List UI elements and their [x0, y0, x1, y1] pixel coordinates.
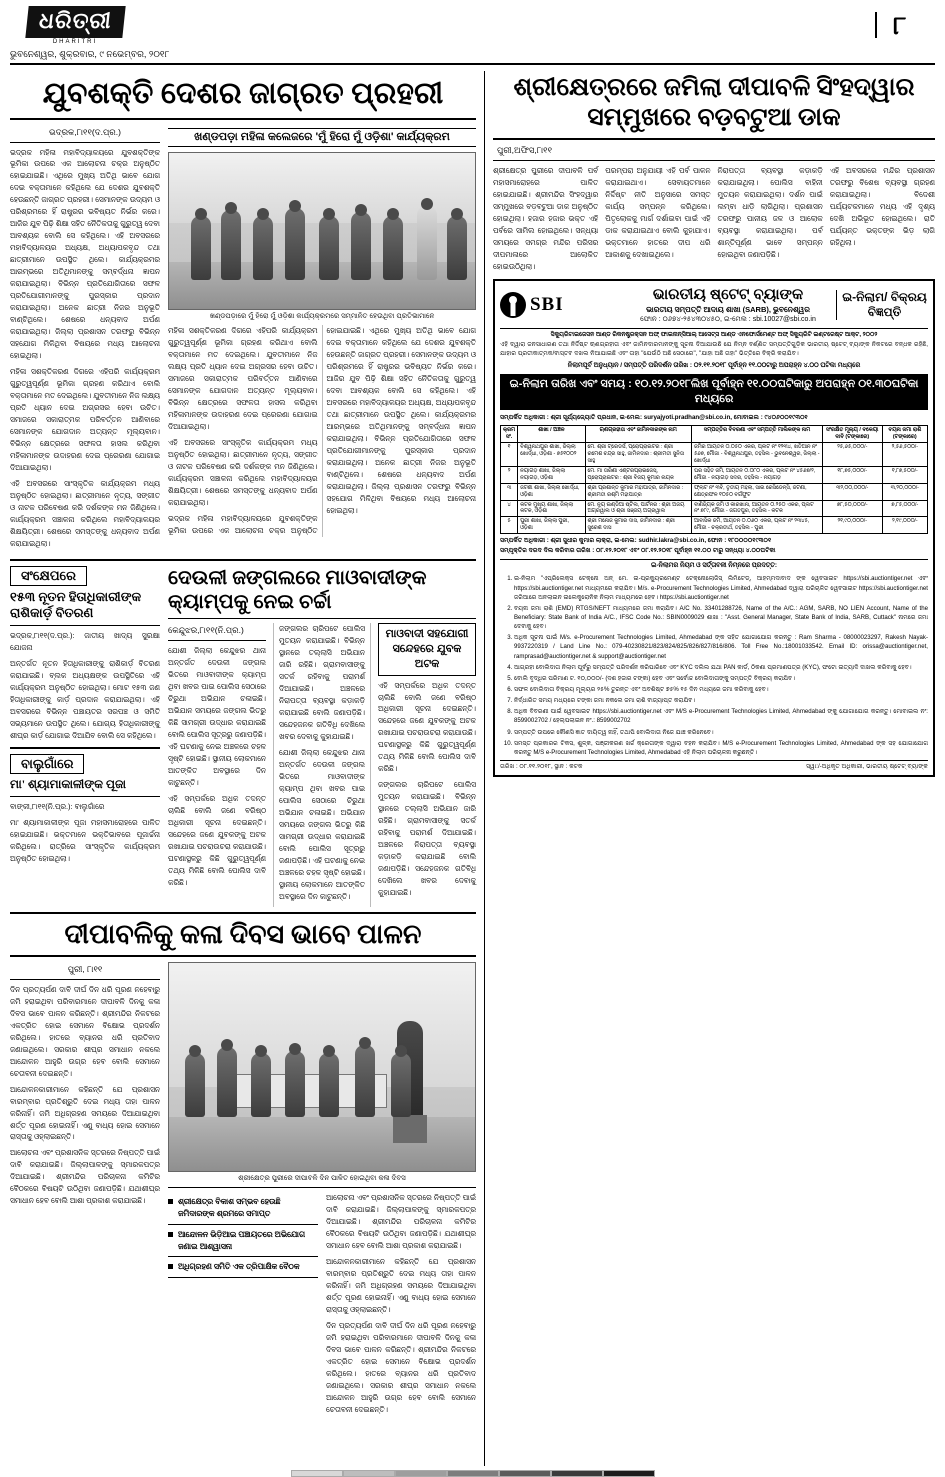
diwali-headline: ଦୀପାବଳିକୁ କଳା ଦିବସ ଭାବେ ପାଳନ: [64, 918, 422, 949]
diwali-bullets: [168, 1192, 318, 1420]
cell-emd: ୨,୧୯,୦୦୦/-: [882, 517, 927, 534]
logo-subtext: DHARITRI: [52, 39, 98, 45]
paragraph: ଭଦ୍ରକ ମହିଳା ମହାବିଦ୍ୟାଳୟରେ ଯୁବଶକ୍ତିଙ୍କ ଭୂମିକା ଉପରେ ଏକ ଆଲୋଚନା ଚକ୍ର ଅନୁଷ୍ଠିତ ହୋଇଯାଇଛି। ଏଥିରେ ମୁଖ୍ୟ ଅତିଥି ଭାବେ ଯୋଗ ଦେଇ ବକ୍ତାମାନେ କହିଥିଲେ ଯେ ଦେଶର ଯୁବଶକ୍ତି ହେଉଛନ୍ତି ଜାଗ୍ରତ ପ୍ରହରୀ। ସେମାନଙ୍କ ଉଦ୍ୟମ ଓ ପରିଶ୍ରମରେ ହିଁ ରାଷ୍ଟ୍ରର ଭବିଷ୍ୟତ ନିର୍ଭର କରେ। ଆଜିର ଯୁବ ପିଢ଼ି ଶିକ୍ଷା ସହିତ ନୈତିକତାକୁ ଗୁରୁତ୍ୱ ଦେବା ଆବଶ୍ୟକ ବୋଲି ସେ କହିଥିଲେ। ଏହି ଅବସରରେ ମହାବିଦ୍ୟାଳୟର ଅଧ୍ୟକ୍ଷ, ଅଧ୍ୟାପକବୃନ୍ଦ ତଥା ଛାତ୍ରୀମାନେ ଉପସ୍ଥିତ ଥିଲେ। କାର୍ଯ୍ୟକ୍ରମର ଆରମ୍ଭରେ ଅତିଥିମାନଙ୍କୁ ସମ୍ବର୍ଦ୍ଧନା ଜ୍ଞାପନ କରାଯାଇଥିଲା। ବିଭିନ୍ନ ପ୍ରତିଯୋଗିତାରେ ସଫଳ ପ୍ରତିଯୋଗୀମାନଙ୍କୁ ପୁରସ୍କାର ପ୍ରଦାନ କରାଯାଇଥିଲା। ଅନେକ ଛାତ୍ରୀ ନିଜର ଅନୁଭୂତି ବାଣ୍ଟିଥିଲେ। ଶେଷରେ ଧନ୍ୟବାଦ ଅର୍ପଣ କରାଯାଇଥିଲା। ଜିଲ୍ଲା ପ୍ରଶାସନ ତରଫରୁ ବିଭିନ୍ନ ସହଯୋଗ ମିଳିଥିବା ବିଷୟରେ ମଧ୍ୟ ଆଲୋଚନା ହୋଇଥିଲା।: [168, 326, 476, 536]
color-patch: [395, 1470, 447, 1477]
balugaon-headline: ମା' ଶ୍ୟାମାକାଳୀଙ୍କ ପୂଜା: [10, 777, 127, 792]
list-item: ଅଧିଗ୍ରହଣ ସମିତି ଏକ ତ୍ରିପାକ୍ଷିକ ବୈଠକ: [168, 1257, 318, 1278]
deuli-byline: କେନ୍ଦୁଝର,୮ା୧୧(ନି.ପ୍ର.): [168, 624, 244, 635]
term-item: 9. ସମ୍ପତ୍ତି ଉପରେ କୌଣସି ଜ୍ଞାତ ଦାୟିତ୍ୱ ନାହିଁ, ତଥାପି ବୋଲିଦାତା ନିଜେ ଯାଞ୍ଚ କରିନେବେ।: [514, 728, 928, 737]
paragraph: ନିରାପତ୍ତା ବ୍ୟବସ୍ଥା କଡ଼ାକଡ଼ି କରାଯାଇଥିଲା। ପୋଲିସ ବାହିନୀ ମୁତୟନ କରାଯାଇଥିଲା। ଦର୍ଶନ ପାଇଁ ଲମ୍ବା ଧାଡ଼ି ଲାଗିଥିଲା। ପ୍ରଶାସନ ତରଫରୁ ପାନୀୟ ଜଳ ଓ ଆଲୋକ ବ୍ୟବସ୍ଥା କରାଯାଇଥିଲା। ପର୍ବ ଶାନ୍ତିପୂର୍ଣ୍ଣ ଭାବେ ସମ୍ପନ୍ନ ହୋଇଥିବା ଜଣାପଡ଼ିଛି।: [717, 166, 823, 259]
sbi-keyhole-icon: [500, 292, 526, 318]
right-lead-byline: ପୁରୀ,ଅଫିସ,୮ା୧୧: [496, 145, 553, 155]
diwali-content: [10, 962, 476, 1421]
masthead-left: [10, 6, 169, 60]
diwali-body: [10, 984, 160, 1208]
color-patch: [447, 1470, 499, 1477]
cell-borrower: ମେ. ମା ତାରିଣୀ ଏଣ୍ଟରପ୍ରାଇଜେସ୍, ପ୍ରୋପ୍ରାଇଟର : ଶ୍ରୀ ବିଜୟ କୁମାର ନାୟକ: [585, 467, 691, 484]
lead-photo: [168, 152, 476, 310]
ad-header: [500, 285, 928, 329]
deuli-col1: [168, 623, 266, 907]
logo-text: ଧରିତ୍ରୀ: [25, 6, 125, 38]
sbi-logo: [500, 292, 620, 318]
color-patch: [291, 1470, 343, 1477]
paragraph: ମା' ଶ୍ୟାମାକାଳୀଙ୍କ ପୂଜା ମହାସମାରୋହରେ ପାଳିତ ହୋଇଯାଇଛି। ଭକ୍ତମାନେ ଭକ୍ତିଭାବରେ ପୂଜାର୍ଚ୍ଚନା କରିଥିଲେ। ରାତ୍ରିରେ ସାଂସ୍କୃତିକ କାର୍ଯ୍ୟକ୍ରମ ଅନୁଷ୍ଠିତ ହୋଇଥିଲା।: [10, 818, 160, 864]
page-number: ୮: [875, 12, 935, 38]
lead-body: [10, 147, 160, 550]
col-property: ସମ୍ପତ୍ତିର ବିବରଣୀ ଏବଂ ସମ୍ପତ୍ତି ମାଲିକଙ୍କ ନାମ: [691, 426, 822, 443]
cell-reserve: ୨୧,୯୦,୦୦୦/-: [822, 517, 882, 534]
list-item: ଆନ୍ଦୋଳନ ଭିଡ଼ିଆଇ ପଞ୍ଚାୟତରେ ଅଭିଯୋଗ ଜଣାଇ ଆଶ୍ୱାସନା: [168, 1225, 318, 1257]
term-item: 1. ଇ-ନିଲାମ "ଏପ୍ରିଲେକ୍ସ ଟେକ୍ନୋ ଅନ୍ ମେ. ଇ-ପ୍ରକ୍ୟୁରମେଣ୍ଟ ଟେକ୍ନୋଲୋଜିସ୍ ଲିମିଟେଡ୍, ଆହମ୍ମଦାବାଦ ଙ୍କ ୱେବସାଇଟ https://sbi.auctiontiger.net ଏବଂ https://sbi.auctiontiger.net ମାଧ୍ୟମରେ କରାଯିବ। M/s. e-Procurement Technologies Limited, Ahmedabad ଦ୍ୱାରା ପରିଚାଳିତ ୱେବସାଇଟ https://sbi.auctiontiger.net ଜରିଆରେ ଅନଲାଇନ ଇଲେକ୍ଟ୍ରୋନିକ ନିଲାମ ମାଧ୍ୟମରେ ହେବ। https://sbi.auctiontiger.net: [514, 574, 928, 601]
diwali-side-text: [326, 1192, 476, 1420]
table-row: [500, 443, 927, 467]
cell-emd: ୧,୮୭,୫୦୦/-: [882, 467, 927, 484]
term-item: 10. ସମସ୍ତ ପ୍ରକାରର ଟିକସ, ଶୁଳ୍କ, ପଞ୍ଜୀକରଣ ଖର୍ଚ୍ଚ କ୍ରେତାଙ୍କ ଦ୍ୱାରା ବହନ କରାଯିବ। M/S e-Procurement Technologies Limited, Ahmedabad ଙ୍କ ସହ ଯୋଗାଯୋଗ କରନ୍ତୁ M/S e-Procurement Technologies Limited, Ahmedabad ଏହି ନିଲାମ ପରିଚାଳନା କରୁଛନ୍ତି।: [514, 739, 928, 757]
ad-terms-list: [500, 574, 928, 757]
cell-borrower: ମେ. ନ୍ୟୁ ଇଣ୍ଡିଆ ଷ୍ଟିଲ, ପାର୍ଟନର : ଶ୍ରୀ ଅଜୟ ଅଗ୍ରୱାଲ ଓ ଶ୍ରୀ ସଞ୍ଜୟ ଅଗ୍ରୱାଲ: [585, 500, 691, 517]
ad-terms-heading: ଇ-ନିଲାମର ନିୟମ ଓ ସର୍ତ୍ତାବଳୀ ନିମ୍ନରେ ପ୍ରଦତ୍ତ:: [500, 559, 928, 571]
color-patch: [499, 1470, 551, 1477]
rule: [493, 138, 935, 140]
cell-borrower: ଶ୍ରୀ ମନୋଜ କୁମାର ଦାସ, ଜାମିନଦାର : ଶ୍ରୀ ସୁରେଶ ଦାସ: [585, 517, 691, 534]
diwali-photo-col: [168, 962, 476, 1421]
cell-branch: କଟକ ମୁଖ୍ୟ ଶାଖା, ଜିଲ୍ଲା କଟକ, ଓଡ଼ିଶା: [518, 500, 585, 517]
term-item: 6. ସଫଳ ବୋଲିଦାତା ବିକ୍ରୟ ମୂଲ୍ୟର ୨୫% ତୁରନ୍ତ ଏବଂ ଅବଶିଷ୍ଟ ୭୫% ୧୫ ଦିନ ମଧ୍ୟରେ ଜମା କରିବାକୁ ହେବ।: [514, 685, 928, 694]
term-item: 4. ଆଗ୍ରହୀ ବୋଲିଦାତା ନିଲାମ ପୂର୍ବରୁ ସମ୍ପତ୍ତି ପରିଦର୍ଶନ କରିପାରିବେ ଏବଂ KYC ଦଲିଲ ଯଥା PAN କାର୍ଡ଼, ଠିକଣା ପ୍ରମାଣପତ୍ର (KYC), ଫଟୋ ଇତ୍ୟାଦି ଦାଖଲ କରିବାକୁ ହେବ।: [514, 663, 928, 672]
paragraph: ଭଦ୍ରକ ମହିଳା ମହାବିଦ୍ୟାଳୟରେ ଯୁବଶକ୍ତିଙ୍କ ଭୂମିକା ଉପରେ ଏକ ଆଲୋଚନା ଚକ୍ର ଅନୁଷ୍ଠିତ ହୋଇଯାଇଛି। ଏଥିରେ ମୁଖ୍ୟ ଅତିଥି ଭାବେ ଯୋଗ ଦେଇ ବକ୍ତାମାନେ କହିଥିଲେ ଯେ ଦେଶର ଯୁବଶକ୍ତି ହେଉଛନ୍ତି ଜାଗ୍ରତ ପ୍ରହରୀ। ସେମାନଙ୍କ ଉଦ୍ୟମ ଓ ପରିଶ୍ରମରେ ହିଁ ରାଷ୍ଟ୍ରର ଭବିଷ୍ୟତ ନିର୍ଭର କରେ। ଆଜିର ଯୁବ ପିଢ଼ି ଶିକ୍ଷା ସହିତ ନୈତିକତାକୁ ଗୁରୁତ୍ୱ ଦେବା ଆବଶ୍ୟକ ବୋଲି ସେ କହିଥିଲେ। ଏହି ଅବସରରେ ମହାବିଦ୍ୟାଳୟର ଅଧ୍ୟକ୍ଷ, ଅଧ୍ୟାପକବୃନ୍ଦ ତଥା ଛାତ୍ରୀମାନେ ଉପସ୍ଥିତ ଥିଲେ। କାର୍ଯ୍ୟକ୍ରମର ଆରମ୍ଭରେ ଅତିଥିମାନଙ୍କୁ ସମ୍ବର୍ଦ୍ଧନା ଜ୍ଞାପନ କରାଯାଇଥିଲା। ବିଭିନ୍ନ ପ୍ରତିଯୋଗିତାରେ ସଫଳ ପ୍ରତିଯୋଗୀମାନଙ୍କୁ ପୁରସ୍କାର ପ୍ରଦାନ କରାଯାଇଥିଲା। ଅନେକ ଛାତ୍ରୀ ନିଜର ଅନୁଭୂତି ବାଣ୍ଟିଥିଲେ। ଶେଷରେ ଧନ୍ୟବାଦ ଅର୍ପଣ କରାଯାଇଥିଲା। ଜିଲ୍ଲା ପ୍ରଶାସନ ତରଫରୁ ବିଭିନ୍ନ ସହଯୋଗ ମିଳିଥିବା ବିଷୟରେ ମଧ୍ୟ ଆଲୋଚନା ହୋଇଥିଲା।: [10, 147, 160, 361]
paragraph: ଏହି ଅବସରରେ ସାଂସ୍କୃତିକ କାର୍ଯ୍ୟକ୍ରମ ମଧ୍ୟ ଅନୁଷ୍ଠିତ ହୋଇଥିଲା। ଛାତ୍ରୀମାନେ ନୃତ୍ୟ, ସଙ୍ଗୀତ ଓ ନାଟକ ପରିବେଷଣ କରି ଦର୍ଶକଙ୍କ ମନ ଜିଣିଥିଲେ। କାର୍ଯ୍ୟକ୍ରମ ସଞ୍ଚାଳନା କରିଥିଲେ ମହାବିଦ୍ୟାଳୟର ଶିକ୍ଷୟିତ୍ରୀ। ଶେଷରେ ସମସ୍ତଙ୍କୁ ଧନ୍ୟବାଦ ଅର୍ପଣ କରାଯାଇଥିଲା।: [10, 479, 160, 548]
ad-footer-right: ସ୍ୱା:/-ଅଧିକୃତ ଅଧିକାରୀ, ଭାରତୀୟ ଷ୍ଟେଟ୍ ବ୍ୟାଙ୍କ: [806, 762, 928, 770]
diwali-block: [10, 919, 476, 1421]
sankhepare-headline: ୧୫୩ ନୂତନ ହିତାଧିକାରୀଙ୍କ ରାଶିକାର୍ଡ଼ ବିତରଣ: [10, 588, 142, 621]
sbi-wordmark: SBI: [529, 293, 564, 315]
cell-emd: ୩,୨୦,୦୦୦/-: [882, 483, 927, 500]
ad-footer: [500, 760, 928, 771]
vertical-divider: [484, 71, 485, 1466]
paragraph: ଜଙ୍ଗଲର ଚାରିପଟେ ପୋଲିସ ମୁତୟନ କରାଯାଇଛି। ବିଭିନ୍ନ ସ୍ଥାନରେ ତଲ୍ଲାସି ଅଭିଯାନ ଜାରି ରହିଛି। ଗ୍ରାମବାସୀଙ୍କୁ ସତର୍କ ରହିବାକୁ ପରାମର୍ଶ ଦିଆଯାଇଛି। ଅଞ୍ଚଳରେ ନିରାପତ୍ତା ବ୍ୟବସ୍ଥା କଡ଼ାକଡ଼ି କରାଯାଇଛି ବୋଲି ଜଣାପଡ଼ିଛି। ସନ୍ଦେହଜନକ ଗତିବିଧି ଦେଖିଲେ ଖବର ଦେବାକୁ କୁହାଯାଇଛି।: [279, 623, 365, 741]
cell-branch: ଜଟଣୀ ଶାଖା, ଜିଲ୍ଲା ଖୋର୍ଦ୍ଧା, ଓଡ଼ିଶା: [518, 483, 585, 500]
rule: [10, 747, 160, 749]
lead-story: [10, 125, 476, 554]
col-serial: କ୍ରମ ସଂ.: [500, 426, 517, 443]
table-row: [500, 500, 927, 517]
ad-officer-line-1: ସମ୍ପର୍କିତ ଅଧିକାରୀ : ଶ୍ରୀ ସୂର୍ଯ୍ୟଜ୍ୟୋତି ପ୍ରଧାନ, ଇ-ମେଲ: suryajyoti.pradhan@sbi.co.in, ମୋବାଇଲ : ୯୪୦୬୦୦୧୯୩୦୧: [499, 414, 808, 422]
bank-contact: ଫୋନ : ୦୬୭୪-୨୫୪୩୦୪୫୦, ଇ-ମେଲ : sbi.10027@sbi.co.in: [640, 316, 816, 324]
paragraph: ଏହି ସମ୍ପର୍କରେ ଅଧିକ ତଦନ୍ତ ଚାଲିଛି ବୋଲି ଜଣେ ବରିଷ୍ଠ ଅଧିକାରୀ ସୂଚନା ଦେଇଛନ୍ତି। ସନ୍ଦେହରେ ଜଣେ ଯୁବକଙ୍କୁ ଅଟକ ରଖାଯାଇ ପଚରାଉଚରା କରାଯାଉଛି। ଘଟଣାସ୍ଥଳରୁ କିଛି ଗୁରୁତ୍ୱପୂର୍ଣ୍ଣ ତଥ୍ୟ ମିଳିଛି ବୋଲି ପୋଲିସ ଦାବି କରିଛି।: [168, 793, 266, 887]
photo-strapline: ଖଣ୍ଡପଡ଼ା ମହିଳା କଲେଜରେ 'ମୁଁ ହିରୋ ମୁଁ ଓଡ଼ିଶା' କାର୍ଯ୍ୟକ୍ରମ: [168, 128, 476, 147]
dateline: ଭୁବନେଶ୍ୱର, ଶୁକ୍ରବାର, ୯ ନଭେମ୍ବର, ୨୦୧୮: [10, 49, 170, 59]
page-body: [10, 71, 935, 1466]
ad-footer-left: ତାରିଖ : ୦୮.୧୧.୨୦୧୮, ସ୍ଥାନ : କଟକ: [499, 762, 583, 770]
deuli-col3: [378, 623, 476, 907]
lead-byline: ଭଦ୍ରକ,୮ା୧୧(ଦ.ପ୍ର.): [49, 126, 121, 137]
lead-photo-caption: ଖଣ୍ଡପଡ଼ାରେ ମୁଁ ହିରୋ ମୁଁ ଓଡ଼ିଶା କାର୍ଯ୍ୟକ୍ରମରେ ସମ୍ମାନିତ ହେଉଥିବା ପ୍ରତିଭାମାନେ: [209, 312, 435, 320]
paragraph: ମହିଳା ସଶକ୍ତିକରଣ ଦିଗରେ ଏହିପରି କାର୍ଯ୍ୟକ୍ରମ ଗୁରୁତ୍ୱପୂର୍ଣ୍ଣ ଭୂମିକା ଗ୍ରହଣ କରିଥାଏ ବୋଲି ବକ୍ତାମାନେ ମତ ଦେଇଥିଲେ। ଯୁବତୀମାନେ ନିଜ ଲକ୍ଷ୍ୟ ପ୍ରତି ଧ୍ୟାନ ଦେଇ ଅଗ୍ରସର ହେବା ଉଚିତ। ସମାଜରେ ସକାରାତ୍ମକ ପରିବର୍ତ୍ତନ ଆଣିବାରେ ସେମାନଙ୍କ ଯୋଗଦାନ ଅତ୍ୟନ୍ତ ମୂଲ୍ୟବାନ। ବିଭିନ୍ନ କ୍ଷେତ୍ରରେ ସଫଳତା ହାସଲ କରିଥିବା ମହିଳାମାନଙ୍କ ଉଦାହରଣ ଦେଇ ପ୍ରେରଣା ଯୋଗାଇ ଦିଆଯାଇଥିଲା।: [168, 326, 318, 432]
paragraph: ପରମ୍ପରା ଅନୁଯାୟୀ ଏହି ପର୍ବ ପାଳନ କରାଯାଇଥାଏ। ସେବାୟତମାନେ ନିର୍ଦ୍ଦିଷ୍ଟ ନୀତି ଅନୁସାରେ ସମସ୍ତ କାର୍ଯ୍ୟ ସମ୍ପନ୍ନ କରିଥିଲେ। ପିତୃଲୋକକୁ ମାର୍ଗ ଦର୍ଶାଇବା ପାଇଁ ଏହି ଡାକ କରାଯାଇଥାଏ ବୋଲି କୁହାଯାଏ। ଭକ୍ତମାନେ ହାତରେ ଦୀପ ଧରି ଆକାଶକୁ ଦେଖାଇଥିଲେ।: [605, 166, 711, 259]
paragraph: ଆଲୋଚନା ଏବଂ ପ୍ରଶାସନିକ ସ୍ତରରେ ନିଷ୍ପତ୍ତି ପାଇଁ ଦାବି କରାଯାଇଛି। ଜିଲ୍ଲାପାଳଙ୍କୁ ସ୍ମାରକପତ୍ର ଦିଆଯାଇଛି। ଶ୍ରୀମନ୍ଦିର ପରିଚାଳନା କମିଟିର ବୈଠକରେ ବିଷୟଟି ଉଠିଥିବା ଜଣାପଡ଼ିଛି। ଯଥାଶୀଘ୍ର ସମାଧାନ ହେବ ବୋଲି ଆଶା ପ୍ରକାଶ କରାଯାଇଛି।: [326, 1193, 476, 1251]
rule: [168, 1187, 476, 1188]
paragraph: ଆନ୍ଦୋଳନକାରୀମାନେ କହିଛନ୍ତି ଯେ ପ୍ରଶାସନ ବାରମ୍ବାର ପ୍ରତିଶ୍ରୁତି ଦେଇ ମଧ୍ୟ ତାହା ପାଳନ କରିନାହିଁ। ଜମି ଅଧିଗ୍ରହଣ ସମୟରେ ଦିଆଯାଇଥିବା ଶର୍ତ୍ତ ପୂରଣ ହୋଇନାହିଁ। ଏଣୁ ବାଧ୍ୟ ହୋଇ ସେମାନେ ରାସ୍ତାକୁ ଓହ୍ଲାଇଛନ୍ତି।: [10, 1084, 160, 1142]
table-row: [500, 467, 927, 484]
paragraph: ଆନ୍ଦୋଳନକାରୀମାନେ କହିଛନ୍ତି ଯେ ପ୍ରଶାସନ ବାରମ୍ବାର ପ୍ରତିଶ୍ରୁତି ଦେଇ ମଧ୍ୟ ତାହା ପାଳନ କରିନାହିଁ। ଜମି ଅଧିଗ୍ରହଣ ସମୟରେ ଦିଆଯାଇଥିବା ଶର୍ତ୍ତ ପୂରଣ ହୋଇନାହିଁ। ଏଣୁ ବାଧ୍ୟ ହୋଇ ସେମାନେ ରାସ୍ତାକୁ ଓହ୍ଲାଇଛନ୍ତି।: [326, 1257, 476, 1315]
masthead: [10, 6, 935, 65]
right-lead-body: [493, 165, 935, 273]
diwali-photo: [168, 962, 476, 1172]
cell-reserve: ୧୮,୭୫,୦୦୦/-: [822, 467, 882, 484]
diwali-lower: [168, 1192, 476, 1420]
cell-reserve: ୩୨,୦୦,୦୦୦/-: [822, 483, 882, 500]
ad-officer-line-2: ସମ୍ପର୍କିତ ଅଧିକାରୀ : ଶ୍ରୀ ସୁଧୀର କୁମାର ଲାକ୍ରା, ଇ-ମେଲ: sudhir.lakra@sbi.co.in, ଫୋନ : ୧୮୦୦୦୦୧୯୩୦୧: [499, 537, 772, 545]
col-branch: ଶାଖା / ଅଞ୍ଚଳ: [518, 426, 585, 443]
term-item: 7. ନିର୍ଦ୍ଧାରିତ ସମୟ ମଧ୍ୟରେ ଟଙ୍କା ଜମା ନକଲେ ଜମା ରାଶି ବାଜ୍ୟାପ୍ତ କରାଯିବ।: [514, 696, 928, 705]
print-registration-bar: [10, 1470, 935, 1477]
paragraph: ଜଙ୍ଗଲର ଚାରିପଟେ ପୋଲିସ ମୁତୟନ କରାଯାଇଛି। ବିଭିନ୍ନ ସ୍ଥାନରେ ତଲ୍ଲାସି ଅଭିଯାନ ଜାରି ରହିଛି। ଗ୍ରାମବାସୀଙ୍କୁ ସତର୍କ ରହିବାକୁ ପରାମର୍ଶ ଦିଆଯାଇଛି। ଅଞ୍ଚଳରେ ନିରାପତ୍ତା ବ୍ୟବସ୍ଥା କଡ଼ାକଡ଼ି କରାଯାଇଛି ବୋଲି ଜଣାପଡ଼ିଛି। ସନ୍ଦେହଜନକ ଗତିବିଧି ଦେଖିଲେ ଖବର ଦେବାକୁ କୁହାଯାଇଛି।: [378, 780, 476, 898]
lead-photo-block: [168, 125, 476, 554]
paragraph: ବାଙ୍କୀ,୮ା୧୧(ନି.ପ୍ର.): ବାଲୁଗାଁରେ: [10, 802, 105, 812]
paragraph: ଶ୍ରୀକ୍ଷେତ୍ର ପୁରୀରେ ଦୀପାବଳି ପର୍ବ ମହାସମାରୋହରେ ପାଳିତ ହୋଇଯାଇଛି। ଶ୍ରୀମନ୍ଦିର ସିଂହଦ୍ୱାର ସମ୍ମୁଖରେ ବଡ଼ବଟୁଆ ଡାକ ଅନୁଷ୍ଠିତ ହୋଇଥିଲା। ହଜାର ହଜାର ଭକ୍ତ ଏହି ପର୍ବରେ ସାମିଲ ହୋଇଥିଲେ। ସନ୍ଧ୍ୟା ସମୟରେ ସମଗ୍ର ମନ୍ଦିର ପରିସର ଦୀପମାଳାରେ ଆଲୋକିତ ହୋଇଉଠିଥିଲା।: [492, 166, 599, 271]
table-header-row: [500, 426, 927, 443]
col-reserve-price: ସଂରକ୍ଷିତ ମୂଲ୍ୟ / ବକେୟା ଦାବି (ଟଙ୍କାରେ): [822, 426, 882, 443]
cell-property: ବାଣିଜ୍ୟିକ ଜମି ଓ କାରଖାନା, ଆୟତନ ୦.୨୫୦ ଏକର, ପ୍ଲଟ ନଂ ୭୮୯, ମୌଜା - ଜଗତପୁର, ତହସିଲ - କଟକ: [691, 500, 822, 517]
cell-reserve: ୨୫,୬୫,୦୦୦/-: [822, 443, 882, 467]
deuli-subhead: ମାଓବାଦୀ ସହଯୋଗୀ ସନ୍ଦେହରେ ଯୁବକ ଅଟକ: [378, 623, 476, 676]
cell-property: ଜମିର ଆୟତନ ୦.୦୫୦ ଏକର, ପ୍ଲଟ ନଂ ୧୨୩୪, ଖତିଆନ ନଂ ୫୬୭, ମୌଜା - ବିଶ୍ୱନାଥପୁର, ତହସିଲ - ଭୁବନେଶ୍ୱର, ଜିଲ୍ଲା - ଖୋର୍ଦ୍ଧା: [691, 443, 822, 467]
paragraph: ଏହି ସମ୍ପର୍କରେ ଅଧିକ ତଦନ୍ତ ଚାଲିଛି ବୋଲି ଜଣେ ବରିଷ୍ଠ ଅଧିକାରୀ ସୂଚନା ଦେଇଛନ୍ତି। ସନ୍ଦେହରେ ଜଣେ ଯୁବକଙ୍କୁ ଅଟକ ରଖାଯାଇ ପଚରାଉଚରା କରାଯାଉଛି। ଘଟଣାସ୍ଥଳରୁ କିଛି ଗୁରୁତ୍ୱପୂର୍ଣ୍ଣ ତଥ୍ୟ ମିଳିଛି ବୋଲି ପୋଲିସ ଦାବି କରିଛି।: [378, 680, 476, 774]
deuli-col1-body: [168, 645, 266, 889]
paragraph: ଭଦ୍ରକ,୮ା୧୧(ଦ.ପ୍ର.): ଜାତୀୟ ଖାଦ୍ୟ ସୁରକ୍ଷା ଯୋଜନା: [10, 631, 160, 653]
table-row: [500, 517, 927, 534]
cell-serial: ୧: [500, 443, 517, 467]
sankhepare-body: [10, 630, 160, 742]
deuli-col3-body: [378, 680, 476, 900]
sankhepare-kicker: ସଂକ୍ଷେପରେ: [10, 566, 87, 586]
newspaper-logo: [10, 6, 140, 45]
cell-borrower: ଶ୍ରୀ ପ୍ରଶାନ୍ତ କୁମାର ମହାପାତ୍ର, ଜାମିନଦାର : ଶ୍ରୀମତୀ ରଶ୍ମି ମହାପାତ୍ର: [585, 483, 691, 500]
term-item: 8. ଅଧିକ ବିବରଣୀ ପାଇଁ ୱେବସାଇଟ https://sbi.auctiontiger.net ଏବଂ M/S e-Procurement Technologies Limited, Ahmedabad ଙ୍କୁ ଯୋଗାଯୋଗ କରନ୍ତୁ। ମୋବାଇଲ ନଂ: 8599002702 / ହେଲ୍ପଲାଇନ ନଂ.: 8599002702: [514, 707, 928, 725]
auction-properties-table: [500, 425, 928, 534]
ad-title: ଇ-ନିଲାମ/ ବିକ୍ରୟ ବିଜ୍ଞପ୍ତି: [836, 290, 928, 320]
diwali-photo-caption: ଶ୍ରୀକ୍ଷେତ୍ର ପୁରୀରେ ଦୀପାବଳି ଦିନ ପାଳିତ ହୋଇଥିବା କଳା ଦିବସ: [238, 1174, 406, 1182]
ad-auction-datetime-band: ଇ-ନିଲାମ ତାରିଖ ଏବଂ ସମୟ : ୧୦.୧୨.୨୦୧୮ଲିଖ ପୂର୍ବାହ୍ନ ୧୧.୦୦ଘଟିକାରୁ ଅପରାହ୍ନ ୦୧.୩୦ଘଟିକା ମଧ୍ୟରେ: [500, 374, 928, 410]
paragraph: ମହିଳା ସଶକ୍ତିକରଣ ଦିଗରେ ଏହିପରି କାର୍ଯ୍ୟକ୍ରମ ଗୁରୁତ୍ୱପୂର୍ଣ୍ଣ ଭୂମିକା ଗ୍ରହଣ କରିଥାଏ ବୋଲି ବକ୍ତାମାନେ ମତ ଦେଇଥିଲେ। ଯୁବତୀମାନେ ନିଜ ଲକ୍ଷ୍ୟ ପ୍ରତି ଧ୍ୟାନ ଦେଇ ଅଗ୍ରସର ହେବା ଉଚିତ। ସମାଜରେ ସକାରାତ୍ମକ ପରିବର୍ତ୍ତନ ଆଣିବାରେ ସେମାନଙ୍କ ଯୋଗଦାନ ଅତ୍ୟନ୍ତ ମୂଲ୍ୟବାନ। ବିଭିନ୍ନ କ୍ଷେତ୍ରରେ ସଫଳତା ହାସଲ କରିଥିବା ମହିଳାମାନଙ୍କ ଉଦାହରଣ ଦେଇ ପ୍ରେରଣା ଯୋଗାଇ ଦିଆଯାଇଥିଲା।: [10, 367, 160, 473]
cell-reserve: ୭୮,୫୦,୦୦୦/-: [822, 500, 882, 517]
deuli-col2: [273, 623, 371, 907]
cell-borrower: ମେ. ଶ୍ରୀ ଟ୍ରେଡର୍ସ, ପ୍ରୋପ୍ରାଇଟର : ଶ୍ରୀ ରମେଶ ଚନ୍ଦ୍ର ସାହୁ, ଜାମିନଦାର : ଶ୍ରୀମତୀ ସୁନିତା ସାହୁ: [585, 443, 691, 467]
cell-branch: ବିଶ୍ୱନାଥପୁର ଶାଖା, ଜିଲ୍ଲା ଖୋର୍ଦ୍ଧା, ଓଡ଼ିଶା - ୭୫୧୦୦୨: [518, 443, 585, 467]
ad-paragraph-1: ଏହି ଦ୍ୱାରା ଜନସାଧାରଣ ତଥା ନିର୍ଦ୍ଦିଷ୍ଟ ଋଣଗ୍ରହୀତା ଏବଂ ଜାମିନଦାରମାନଙ୍କୁ ସୂଚନା ଦିଆଯାଉଛି ଯେ ନିମ୍ନ ବର୍ଣ୍ଣିତ ସମ୍ପତ୍ତିଗୁଡ଼ିକ ଭାରତୀୟ ଷ୍ଟେଟ୍ ବ୍ୟାଙ୍କ ନିକଟରେ ବନ୍ଧକ ରହିଛି, ଯାହାର ପ୍ରତୀକାତ୍ମକ/ବାସ୍ତବ ଦଖଲ ନିଆଯାଇଛି ଏବଂ ତାହା "ଯେଉଁଠି ଅଛି ସେଠାରେ", "ଯାହା ଅଛି ତାହା" ଭିତ୍ତିରେ ବିକ୍ରି କରାଯିବ।: [499, 340, 928, 357]
deuli-block: [168, 566, 476, 907]
rule: [10, 625, 160, 626]
ad-act-line: ସିକ୍ୟୁରିଟାଇଜେସନ ଆଣ୍ଡ ରିକନଷ୍ଟ୍ରକ୍ସନ ଅଫ୍ ଫାଇନାନ୍ସିଆଲ୍ ଆସେଟ୍ସ ଆଣ୍ଡ ଏନଫୋର୍ସମେଣ୍ଟ ଅଫ୍ ସିକ୍ୟୁରିଟି ଇଣ୍ଟରେଷ୍ଟ ଆକ୍ଟ, ୨୦୦୨: [550, 331, 878, 338]
cell-serial: ୨: [500, 467, 517, 484]
term-item: 5. ବୋଲି ବୃଦ୍ଧିର ପରିମାଣ ଟ. ୧୦,୦୦୦/- (ଦଶ ହଜାର ଟଙ୍କା) ହେବ ଏବଂ ସର୍ବୋଚ୍ଚ ବୋଲିଦାତାଙ୍କୁ ସମ୍ପତ୍ତି ବିକ୍ରୟ କରାଯିବ।: [514, 674, 928, 683]
cell-emd: ୨,୫୬,୫୦୦/-: [882, 443, 927, 467]
paragraph: ଆଲୋଚନା ଏବଂ ପ୍ରଶାସନିକ ସ୍ତରରେ ନିଷ୍ପତ୍ତି ପାଇଁ ଦାବି କରାଯାଇଛି। ଜିଲ୍ଲାପାଳଙ୍କୁ ସ୍ମାରକପତ୍ର ଦିଆଯାଇଛି। ଶ୍ରୀମନ୍ଦିର ପରିଚାଳନା କମିଟିର ବୈଠକରେ ବିଷୟଟି ଉଠିଥିବା ଜଣାପଡ଼ିଛି। ଯଥାଶୀଘ୍ର ସମାଧାନ ହେବ ବୋଲି ଆଶା ପ୍ରକାଶ କରାଯାଇଛି।: [10, 1148, 160, 1206]
right-lead-headline: ଶ୍ରୀକ୍ଷେତ୍ରରେ ଜମିଲା ଦୀପାବଳି ସିଂହଦ୍ୱାର ସମ୍ମୁଖରେ ବଡ଼ବଟୁଆ ଡାକ: [513, 74, 915, 131]
diwali-byline: ପୁରୀ, ୮ା୧୧: [67, 963, 103, 974]
ad-inspection-line: ନିଲାମପୂର୍ବ ଅନୁଧ୍ୟାନ / ସମ୍ପତ୍ତି ପରିଦର୍ଶନ ତାରିଖ : ୦୨.୧୧.୨୦୧୮ ପୂର୍ବାହ୍ନ ୧୧.୦୦ଟାରୁ ଅପରାହ୍ନ ୪.୦୦ ଘଟିକା ମଧ୍ୟରେ: [567, 361, 861, 369]
second-tier: [10, 566, 476, 907]
bank-branch: ଭାରତୀୟ ସମ୍ପତ୍ତି ଆଦାୟ ଶାଖା (SARB), ଭୁବନେଶ୍ୱର: [646, 305, 810, 315]
color-patch: [603, 1470, 655, 1477]
term-item: 2. ବୟନା ଜମା ରାଶି (EMD) RTGS/NEFT ମାଧ୍ୟମରେ ଜମା କରାଯିବ। A/C No. 33401288726, Name of the A/C.: AGM, SARB, NO LIEN Account, Name of the Beneficiary: State Bank of India A/C., IFSC Code No.: SBIN0009029 ଶାଖା : "Asst. General Manager, State Bank of India, SARB, Cuttack" ନାମରେ ଜମା ଦେବାକୁ ହେବ।: [514, 604, 928, 631]
color-patch: [343, 1470, 395, 1477]
rule: [10, 912, 476, 914]
table-row: [500, 483, 927, 500]
cell-property: ଘର ସହିତ ଜମି, ଆୟତନ ୦.୦୮୦ ଏକର, ପ୍ଲଟ ନଂ ୪୫୬୭/୨, ମୌଜା - ନୟାଗଡ଼ ସଦର, ତହସିଲ - ନୟାଗଡ଼: [691, 467, 822, 484]
left-column-zone: [10, 71, 476, 1466]
list-item: ଶ୍ରୀକ୍ଷେତ୍ର ବିକାଶ ସମ୍ଭବ ହେଉଛି ଜମିଦାରଙ୍କ ଶ୍ରମରେ ସମାପ୍ତ: [168, 1192, 318, 1224]
right-column-zone: [493, 71, 935, 1466]
rule: [10, 142, 160, 143]
rule: [10, 796, 160, 797]
rule: [168, 640, 266, 641]
bank-name: ଭାରତୀୟ ଷ୍ଟେଟ୍ ବ୍ୟାଙ୍କ: [652, 285, 804, 303]
paragraph: ଯୋଶୀ ଜିଲ୍ଲା କେନ୍ଦୁଝର ଥାନା ଅନ୍ତର୍ଗତ ଦେଉଳୀ ଜଙ୍ଗଲ ଭିତରେ ମାଓବାଦୀଙ୍କ କ୍ୟାମ୍ପ ଥିବା ଖବର ପାଇ ପୋଲିସ ସେଠାରେ ଚିରୁଥା ଅଭିଯାନ ଚଳାଇଛି। ଅଭିଯାନ ସମୟରେ ଜଙ୍ଗଲ ଭିତରୁ କିଛି ସାମଗ୍ରୀ ଉଦ୍ଧାର କରାଯାଇଛି ବୋଲି ପୋଲିସ ସୂତ୍ରରୁ ଜଣାପଡ଼ିଛି। ଏହି ଘଟଣାକୁ ନେଇ ଅଞ୍ଚଳରେ ଚହଳ ସୃଷ୍ଟି ହୋଇଛି। ସ୍ଥାନୀୟ ଲୋକମାନେ ଆତଙ୍କିତ ଅବସ୍ଥାରେ ଦିନ କାଟୁଛନ୍ତି।: [279, 747, 365, 901]
rule: [10, 955, 476, 957]
col-borrower: ଋଣଗ୍ରହୀତା ଏବଂ ଜାମିନଦାରଙ୍କ ନାମ: [585, 426, 691, 443]
balugaon-body: [10, 801, 160, 865]
cell-serial: ୫: [500, 517, 517, 534]
cell-serial: ୩: [500, 483, 517, 500]
rule: [493, 160, 935, 161]
lead-continued: [168, 325, 476, 537]
paragraph: ଦିନ ପ୍ରତ୍ୟର୍ପଣ ଦାବି ଦୀର୍ଘ ଦିନ ଧରି ପୂରଣ ନହେବାରୁ ଜମି ହରାଇଥିବା ପରିବାରମାନେ ଦୀପାବଳି ଦିନକୁ କଳା ଦିବସ ଭାବେ ପାଳନ କରିଛନ୍ତି। ଶ୍ରୀମନ୍ଦିର ନିକଟରେ ଏକତ୍ରିତ ହୋଇ ସେମାନେ ବିକ୍ଷୋଭ ପ୍ରଦର୍ଶନ କରିଥିଲେ। ହାତରେ ବ୍ୟାନର ଧରି ପ୍ରତିବାଦ ଜଣାଇଥିଲେ। ସରକାର ଶୀଘ୍ର ସମାଧାନ ନକଲେ ଆନ୍ଦୋଳନ ଆହୁରି ଉଗ୍ର ହେବ ବୋଲି ସେମାନେ ଚେତାବନୀ ଦେଇଛନ୍ତି।: [10, 984, 160, 1078]
rule: [10, 979, 160, 980]
sankhepare-block: [10, 566, 160, 907]
rule: [168, 618, 476, 619]
rule: [10, 559, 476, 561]
lead-text-column: [10, 125, 160, 554]
rule: [10, 118, 476, 120]
paragraph: ଅନ୍ତର୍ଗତ ନୂତନ ହିତାଧିକାରୀଙ୍କୁ ରାଶିକାର୍ଡ଼ ବିତରଣ କରାଯାଇଛି। ବ୍ଲକ ଅଧ୍ୟକ୍ଷଙ୍କ ଉପସ୍ଥିତିରେ ଏହି କାର୍ଯ୍ୟକ୍ରମ ଅନୁଷ୍ଠିତ ହୋଇଥିଲା। ମୋଟ ୧୫୩ ଜଣ ହିତାଧିକାରୀଙ୍କୁ କାର୍ଡ଼ ପ୍ରଦାନ କରାଯାଇଥିଲା। ଏହି ଅବସରରେ ବିଭିନ୍ନ ପଞ୍ଚାୟତର ସରପଞ୍ଚ ଓ ସମିତି ସଭ୍ୟମାନେ ଉପସ୍ଥିତ ଥିଲେ। ଯୋଗ୍ୟ ହିତାଧିକାରୀଙ୍କୁ ଶୀଘ୍ର କାର୍ଡ଼ ଯୋଗାଇ ଦିଆଯିବ ବୋଲି ସେ କହିଥିଲେ।: [10, 659, 160, 741]
cell-property: ଫ୍ଲାଟ ନଂ ୩ବି, ତୃତୀୟ ମହଲା, ସାଇ ରେସିଡେନ୍ସି, ଜଟଣୀ, କ୍ଷେତ୍ରଫଳ ୧୦୫୦ ବର୍ଗଫୁଟ: [691, 483, 822, 500]
col-emd: ବୟନା ଜମା ରାଶି (ଟଙ୍କାରେ): [882, 426, 927, 443]
deuli-columns: [168, 623, 476, 907]
balugaon-kicker: ବାଲୁଗାଁରେ: [10, 754, 84, 774]
ad-emd-line: ସମ୍ପୃକ୍ତିର ଦରଦ ଦିଲ କରିବାର ତାରିଖ : ୦୮.୧୨.୨୦୧୮ ଏବଂ ୦୮.୧୨.୨୦୧୮ ପୂର୍ବାହ୍ନ ୧୧.୦୦ ଟାରୁ ସନ୍ଧ୍ୟା ୪.୦୦ଘଟିକା: [499, 547, 776, 555]
cell-emd: ୭,୮୫,୦୦୦/-: [882, 500, 927, 517]
color-patch: [551, 1470, 603, 1477]
cell-property: ଆବାସିକ ଜମି, ଆୟତନ ୦.୦୬୦ ଏକର, ପ୍ଲଟ ନଂ ୨୩୪୫, ମୌଜା - ଚକ୍ରତୀର୍ଥ, ତହସିଲ - ପୁରୀ: [691, 517, 822, 534]
term-item: 3. ଅଧିକ ସୂଚନା ପାଇଁ M/s. e-Procurement Technologies Limited, Ahmedabad ଙ୍କ ସହିତ ଯୋଗାଯୋଗ କରନ୍ତୁ : Ram Sharma - 08000023297, Rakesh Nayak- 9937220319 / Land Line No.: 079-40230821/823/824/825/826/827/816/806. Toll Free No.:18001033542. Email ID: orissa@auctiontiger.net, ramprasad@auctiontiger.net & support@auctiontiger.net: [514, 633, 928, 660]
diwali-text-col: [10, 962, 160, 1421]
cell-branch: ନୟାଗଡ଼ ଶାଖା, ଜିଲ୍ଲା ନୟାଗଡ଼, ଓଡ଼ିଶା: [518, 467, 585, 484]
ad-bank-names: [626, 285, 830, 325]
lead-headline: ଯୁବଶକ୍ତି ଦେଶର ଜାଗ୍ରତ ପ୍ରହରୀ: [42, 77, 444, 110]
paragraph: ଯୋଶୀ ଜିଲ୍ଲା କେନ୍ଦୁଝର ଥାନା ଅନ୍ତର୍ଗତ ଦେଉଳୀ ଜଙ୍ଗଲ ଭିତରେ ମାଓବାଦୀଙ୍କ କ୍ୟାମ୍ପ ଥିବା ଖବର ପାଇ ପୋଲିସ ସେଠାରେ ଚିରୁଥା ଅଭିଯାନ ଚଳାଇଛି। ଅଭିଯାନ ସମୟରେ ଜଙ୍ଗଲ ଭିତରୁ କିଛି ସାମଗ୍ରୀ ଉଦ୍ଧାର କରାଯାଇଛି ବୋଲି ପୋଲିସ ସୂତ୍ରରୁ ଜଣାପଡ଼ିଛି। ଏହି ଘଟଣାକୁ ନେଇ ଅଞ୍ଚଳରେ ଚହଳ ସୃଷ୍ଟି ହୋଇଛି। ସ୍ଥାନୀୟ ଲୋକମାନେ ଆତଙ୍କିତ ଅବସ୍ଥାରେ ଦିନ କାଟୁଛନ୍ତି।: [168, 645, 266, 787]
paragraph: ଏହି ଅବସରରେ ମନ୍ଦିର ପ୍ରଶାସନ ତରଫରୁ ବିଶେଷ ବ୍ୟବସ୍ଥା ଗ୍ରହଣ କରାଯାଇଥିଲା। ବିଦେଶୀ ପର୍ଯ୍ୟଟକମାନେ ମଧ୍ୟ ଏହି ଦୃଶ୍ୟ ଦେଖି ଅଭିଭୂତ ହୋଇଥିଲେ। ରାତି ପର୍ଯ୍ୟନ୍ତ ଭକ୍ତଙ୍କ ଭିଡ଼ ଲାଗି ରହିଥିଲା।: [829, 166, 935, 247]
deuli-col2-body: [279, 623, 365, 903]
cell-branch: ପୁରୀ ଶାଖା, ଜିଲ୍ଲା ପୁରୀ, ଓଡ଼ିଶା: [518, 517, 585, 534]
cell-serial: ୪: [500, 500, 517, 517]
paragraph: ଏହି ଅବସରରେ ସାଂସ୍କୃତିକ କାର୍ଯ୍ୟକ୍ରମ ମଧ୍ୟ ଅନୁଷ୍ଠିତ ହୋଇଥିଲା। ଛାତ୍ରୀମାନେ ନୃତ୍ୟ, ସଙ୍ଗୀତ ଓ ନାଟକ ପରିବେଷଣ କରି ଦର୍ଶକଙ୍କ ମନ ଜିଣିଥିଲେ। କାର୍ଯ୍ୟକ୍ରମ ସଞ୍ଚାଳନା କରିଥିଲେ ମହାବିଦ୍ୟାଳୟର ଶିକ୍ଷୟିତ୍ରୀ। ଶେଷରେ ସମସ୍ତଙ୍କୁ ଧନ୍ୟବାଦ ଅର୍ପଣ କରାଯାଇଥିଲା।: [168, 438, 318, 508]
sbi-auction-advertisement: [493, 279, 935, 777]
deuli-headline: ଦେଉଳୀ ଜଙ୍ଗଲରେ ମାଓବାଦୀଙ୍କ କ୍ୟାମ୍ପକୁ ନେଇ ଚର୍ଚ୍ଚା: [168, 566, 427, 613]
paragraph: ଦିନ ପ୍ରତ୍ୟର୍ପଣ ଦାବି ଦୀର୍ଘ ଦିନ ଧରି ପୂରଣ ନହେବାରୁ ଜମି ହରାଇଥିବା ପରିବାରମାନେ ଦୀପାବଳି ଦିନକୁ କଳା ଦିବସ ଭାବେ ପାଳନ କରିଛନ୍ତି। ଶ୍ରୀମନ୍ଦିର ନିକଟରେ ଏକତ୍ରିତ ହୋଇ ସେମାନେ ବିକ୍ଷୋଭ ପ୍ରଦର୍ଶନ କରିଥିଲେ। ହାତରେ ବ୍ୟାନର ଧରି ପ୍ରତିବାଦ ଜଣାଇଥିଲେ। ସରକାର ଶୀଘ୍ର ସମାଧାନ ନକଲେ ଆନ୍ଦୋଳନ ଆହୁରି ଉଗ୍ର ହେବ ବୋଲି ସେମାନେ ଚେତାବନୀ ଦେଇଛନ୍ତି।: [326, 1321, 476, 1415]
